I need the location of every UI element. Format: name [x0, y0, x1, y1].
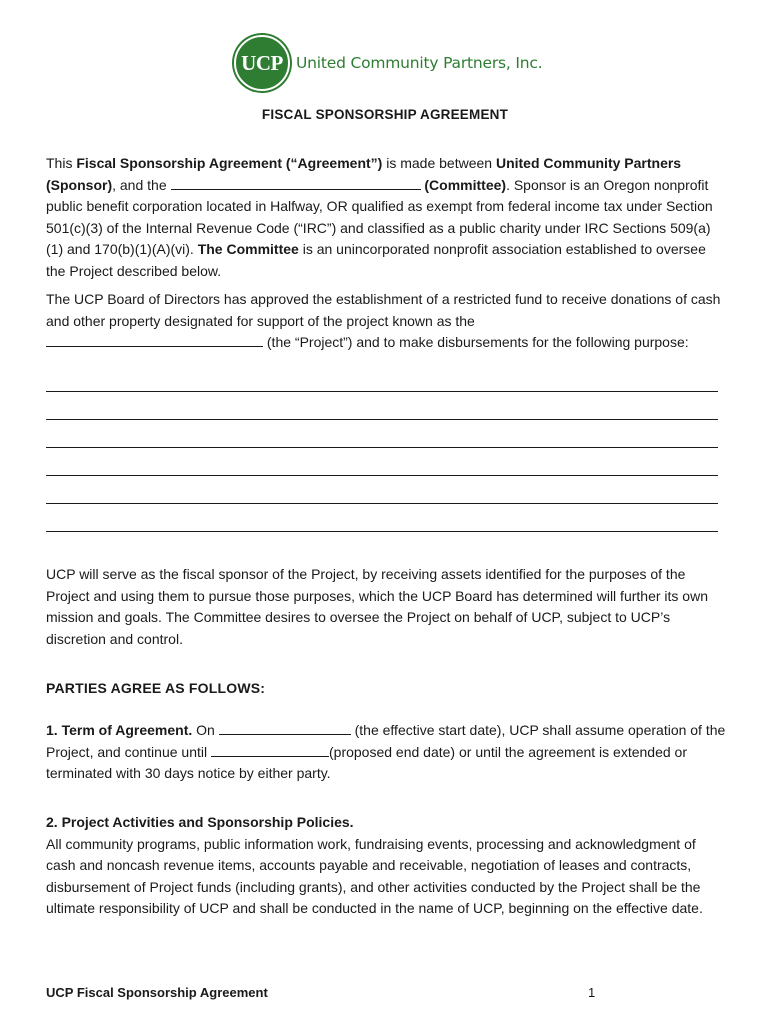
term-heading: 1. Term of Agreement. — [46, 722, 193, 738]
committee-name-blank[interactable] — [171, 175, 421, 190]
purpose-line[interactable] — [46, 391, 718, 392]
ucp-logo-mark: UCP — [234, 35, 290, 91]
sponsor-paragraph: UCP will serve as the fiscal sponsor of the Project, by receiving assets identified for the purposes of the Project and using them to pursue those purposes, which the UCP Board has determined will further its own mission and goals. The Committee desires to oversee the Project on behalf of UCP, subject to UCP’s discretion and control. — [46, 566, 708, 647]
page-number: 1 — [588, 985, 596, 1000]
project-name-blank[interactable] — [46, 332, 263, 347]
footer-title: UCP Fiscal Sponsorship Agreement — [46, 985, 268, 1000]
document-title: FISCAL SPONSORSHIP AGREEMENT — [261, 107, 509, 122]
sponsor-name: United Community Partners (Sponsor) — [46, 155, 682, 193]
purpose-line[interactable] — [46, 531, 718, 532]
purpose-line[interactable] — [46, 447, 718, 448]
committee-term: The Committee — [197, 241, 299, 257]
activities-body: All community programs, public information work, fundraising events, processing and acknowledgment of cash and noncash revenue items, accounts payable and receivable, negotiation of leases and contracts, disbursement of Project funds (including grants), and other activities conducted by the Project shall be the ultimate responsibility of UCP and shall be conducted in the name of UCP, beginning on the effective date. — [46, 835, 703, 916]
intro-paragraph: This Fiscal Sponsorship Agreement (“Agreement”) is made between United Community Partners (Sponsor), and the (Committee). Sponsor is an Oregon nonprofit public benefit corporation located in Halfway, OR qualified as exempt from federal income tax under Section 501(c)(3) of the Internal Revenue Code (“IRC”) and classified as a public charity under IRC Sections 509(a)(1) and 170(b)(1)(A)(vi). The Committee is an unincorporated nonprofit association established to oversee the Project described below. — [46, 155, 713, 279]
purpose-line[interactable] — [46, 419, 718, 420]
board-paragraph: The UCP Board of Directors has approved the establishment of a restricted fund to receive donations of cash and other property designated for support of the project known as the (the “Project”) and to make disbursements for the following purpose: — [46, 291, 721, 350]
committee-label: (Committee) — [424, 176, 507, 193]
agreement-term: Fiscal Sponsorship Agreement (“Agreement”) — [76, 155, 383, 171]
purpose-line[interactable] — [46, 503, 718, 504]
term-section: 1. Term of Agreement. On (the effective start date), UCP shall assume operation of the Project, and continue until (proposed end date) or until the agreement is extended or terminated with 30 days notice by either party. — [46, 722, 726, 781]
parties-heading: PARTIES AGREE AS FOLLOWS: — [46, 680, 266, 696]
activities-section — [46, 812, 726, 920]
organization-name: United Community Partners, Inc. — [296, 54, 543, 72]
start-date-blank[interactable] — [219, 720, 351, 735]
purpose-line[interactable] — [46, 475, 718, 476]
activities-heading: 2. Project Activities and Sponsorship Policies. — [46, 814, 354, 830]
organization-logo — [234, 35, 542, 91]
end-date-blank[interactable] — [211, 742, 329, 757]
